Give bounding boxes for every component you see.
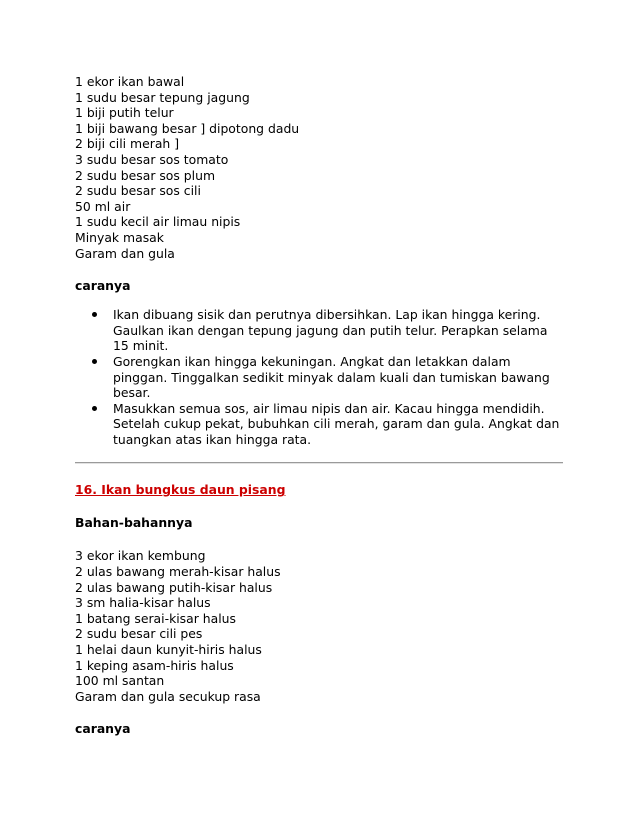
section-title-link[interactable]: 16. Ikan bungkus daun pisang — [75, 482, 286, 498]
method-heading-2: caranya — [75, 721, 131, 737]
step-text: Masukkan semua sos, air limau nipis dan air. Kacau hingga mendidih. Setelah cukup pekat, bubuhkan cili merah, garam dan gula. Angkat dan tuangkan atas ikan hingga rata. — [113, 400, 560, 447]
ingredient-line: 1 sudu besar tepung jagung — [75, 89, 250, 105]
ingredient-line: 2 sudu besar sos plum — [75, 167, 216, 183]
step-item — [75, 401, 565, 448]
ingredient-line: 1 keping asam-hiris halus — [75, 657, 234, 673]
step-item — [75, 354, 565, 401]
ingredient-line: 2 ulas bawang merah-kisar halus — [75, 564, 281, 580]
ingredient-line: 1 biji putih telur — [75, 105, 174, 121]
step-text: Gorengkan ikan hingga kekuningan. Angkat dan letakkan dalam pinggan. Tinggalkan sedikit minyak dalam kuali dan tumiskan bawang besar. — [113, 353, 550, 401]
section-divider — [75, 462, 563, 464]
ingredient-line: 100 ml santan — [75, 673, 165, 689]
bullet-icon — [92, 359, 97, 364]
ingredient-line: 1 helai daun kunyit-hiris halus — [75, 642, 262, 658]
ingredients-list-2 — [75, 548, 565, 704]
step-item — [75, 307, 565, 354]
ingredient-line: Garam dan gula — [75, 245, 175, 261]
ingredient-line: 1 batang serai-kisar halus — [75, 610, 236, 626]
method-steps-1 — [75, 307, 565, 447]
document-page — [75, 74, 565, 737]
ingredient-line: 1 biji bawang besar ] dipotong dadu — [75, 120, 300, 136]
bullet-icon — [92, 406, 97, 411]
ingredients-list-1 — [75, 74, 565, 261]
method-heading-1: caranya — [75, 278, 131, 294]
ingredient-line: 2 sudu besar cili pes — [75, 626, 203, 642]
ingredient-line: 3 sudu besar sos tomato — [75, 151, 229, 167]
ingredient-line: 2 biji cili merah ] — [75, 136, 180, 152]
ingredient-line: 3 sm halia-kisar halus — [75, 595, 211, 611]
ingredients-heading-2: Bahan-bahannya — [75, 515, 193, 531]
ingredient-line: 1 ekor ikan bawal — [75, 74, 185, 89]
ingredient-line: 50 ml air — [75, 198, 131, 214]
ingredient-line: 1 sudu kecil air limau nipis — [75, 214, 241, 230]
step-text: Ikan dibuang sisik dan perutnya dibersihkan. Lap ikan hingga kering. Gaulkan ikan dengan tepung jagung dan putih telur. Perapkan selama 15 minit. — [113, 307, 548, 354]
ingredient-line: Garam dan gula secukup rasa — [75, 688, 261, 704]
bullet-icon — [92, 312, 97, 317]
ingredient-line: Minyak masak — [75, 229, 164, 245]
ingredient-line: 3 ekor ikan kembung — [75, 548, 206, 564]
ingredient-line: 2 sudu besar sos cili — [75, 183, 201, 199]
ingredient-line: 2 ulas bawang putih-kisar halus — [75, 579, 273, 595]
